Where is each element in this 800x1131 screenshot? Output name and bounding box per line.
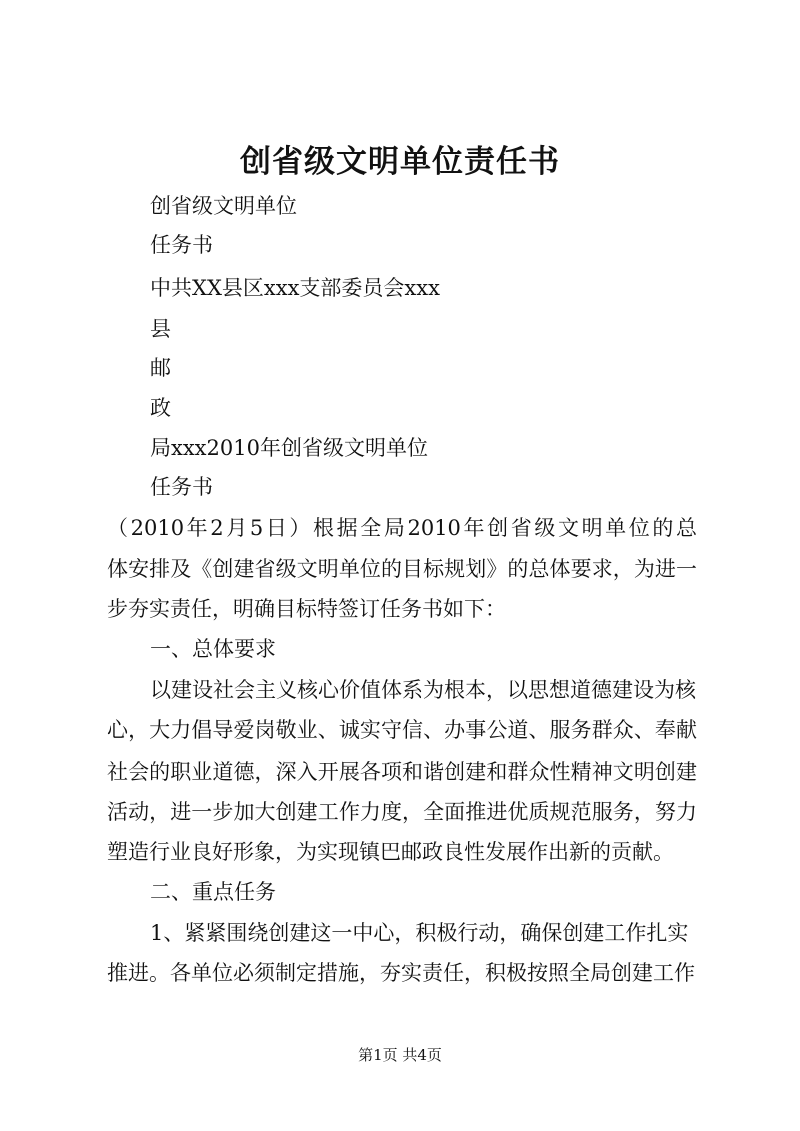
paragraph-line: （2010年2月5日）根据全局2010年创省级文明单位的总 bbox=[107, 516, 697, 540]
document-title: 创省级文明单位责任书 bbox=[240, 144, 560, 180]
paragraph-line: 以建设社会主义核心价值体系为根本，以思想道德建设为核 bbox=[150, 678, 696, 702]
text-line: 任务书 bbox=[150, 233, 213, 257]
section-heading: 一、总体要求 bbox=[150, 637, 276, 661]
text-line: 任务书 bbox=[150, 475, 213, 499]
paragraph-line: 1、紧紧围绕创建这一中心，积极行动，确保创建工作扎实 bbox=[150, 921, 689, 945]
text-line: 县 bbox=[150, 317, 171, 341]
paragraph-line: 步夯实责任，明确目标特签订任务书如下： bbox=[107, 597, 506, 621]
paragraph-line: 活动，进一步加大创建工作力度，全面推进优质规范服务，努力 bbox=[107, 800, 697, 824]
paragraph-line: 体安排及《创建省级文明单位的目标规划》的总体要求，为进一 bbox=[107, 557, 697, 581]
paragraph-line: 社会的职业道德，深入开展各项和谐创建和群众性精神文明创建 bbox=[107, 760, 697, 784]
text-line: 中共XX县区xxx支部委员会xxx bbox=[150, 276, 440, 300]
paragraph-line: 推进。各单位必须制定措施，夯实责任，积极按照全局创建工作 bbox=[107, 961, 695, 985]
text-line: 局xxx2010年创省级文明单位 bbox=[150, 436, 428, 460]
page-footer: 第1页 共4页 bbox=[358, 1046, 442, 1064]
text-line: 创省级文明单位 bbox=[150, 194, 297, 218]
text-line: 邮 bbox=[150, 356, 171, 380]
section-heading: 二、重点任务 bbox=[150, 880, 276, 904]
text-line: 政 bbox=[150, 396, 171, 420]
paragraph-line: 塑造行业良好形象，为实现镇巴邮政良性发展作出新的贡献。 bbox=[107, 840, 674, 864]
paragraph-line: 心，大力倡导爱岗敬业、诚实守信、办事公道、服务群众、奉献 bbox=[107, 718, 697, 742]
